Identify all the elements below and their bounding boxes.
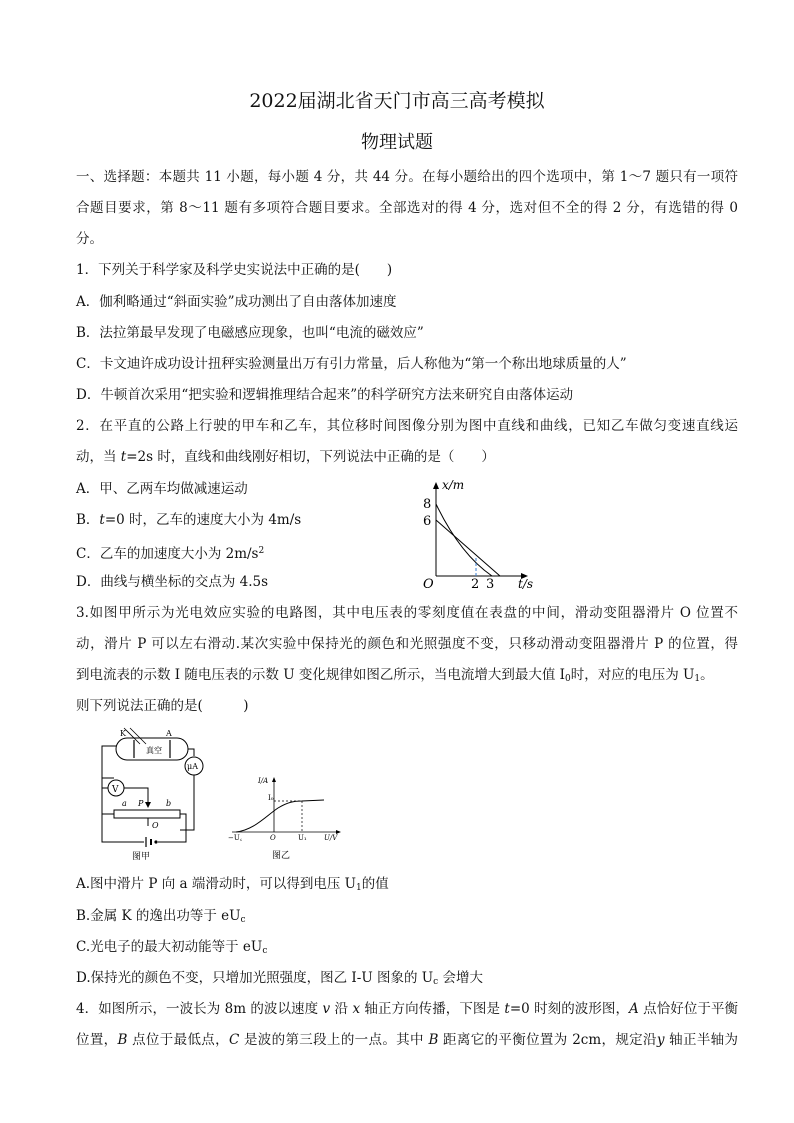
- exam-title: 2022届湖北省天门市高三高考模拟: [249, 90, 545, 112]
- voltmeter-label: V: [112, 785, 119, 795]
- q2-graph-origin: O: [423, 577, 434, 590]
- q3-stem-line-2: 动，滑片 P 可以左右滑动.某次实验中保持光的颜色和光照强度不变，只移动滑动变阻器滑片 P 的位置，得: [76, 636, 738, 652]
- q2-option-c: C．乙车的加速度大小为 $2m/s^2$: [76, 546, 265, 562]
- q2-option-d: D．曲线与横坐标的交点为 4.5s: [76, 574, 269, 590]
- q2-graph-y-tick-8: 8: [423, 497, 432, 512]
- section-instructions-line-2: 合题目要求，第 8～11 题有多项符合题目要求。全部选对的得 4 分，选对但不全的得 2 分，有选错的得 0: [76, 200, 738, 216]
- rheostat-label-o: O: [152, 821, 159, 830]
- q3-stem-line-3: 到电流表的示数 I 随电压表的示数 U 变化规律如图乙所示，当电流增大到最大值 $I_0$时，对应的电压为 $U_1$。: [76, 667, 714, 684]
- iu-graph-origin: O: [270, 834, 276, 842]
- rheostat-label-a: a: [122, 799, 127, 808]
- q3-option-b: B.金属 K 的逸出功等于 $eU_c$: [76, 908, 246, 925]
- iu-graph-u1-label: U₁: [298, 834, 307, 842]
- rheostat-label-b: b: [166, 799, 172, 808]
- switch-icon: [154, 840, 157, 843]
- rheostat: [114, 810, 180, 818]
- q2-stem-line-1: 2．在平直的公路上行驶的甲车和乙车，其位移时间图像分别为图中直线和曲线，已知乙车做匀变速直线运: [76, 418, 738, 434]
- q3-option-a: A.图中滑片 P 向 a 端滑动时，可以得到电压 $U_1$的值: [76, 876, 389, 893]
- section-instructions-line-3: 分。: [76, 231, 103, 247]
- q2-graph-x-label: t/s: [518, 577, 534, 590]
- figure-a-caption: 图甲: [132, 852, 151, 862]
- q1-option-c: C．卡文迪许成功设计扭秤实验测量出万有引力常量，后人称他为“第一个称出地球质量的人”: [76, 356, 627, 372]
- q3-stem-line-4: 则下列说法正确的是( ): [76, 698, 249, 714]
- q3-circuit-diagram: [94, 726, 214, 862]
- ammeter-label: μA: [187, 762, 198, 771]
- q2-graph-x-tick-3: 3: [486, 577, 495, 590]
- q3-option-c: C.光电子的最大初动能等于 $eU_c$: [76, 939, 268, 956]
- anode-label-a: A: [166, 729, 172, 738]
- q1-stem: 1．下列关于科学家及科学史实说法中正确的是( ): [76, 262, 393, 278]
- q3-iu-graph: [228, 774, 348, 864]
- q1-option-b: B．法拉第最早发现了电磁感应现象，也叫“电流的磁效应”: [76, 325, 424, 341]
- q2-position-time-graph: [420, 478, 540, 590]
- q2-stem-line-2: 动，当 t=2s 时，直线和曲线刚好相切，下列说法中正确的是（ ）: [76, 449, 495, 465]
- exam-subtitle: 物理试题: [361, 132, 433, 153]
- vacuum-label: 真空: [146, 746, 162, 755]
- section-instructions-line-1: 一、选择题：本题共 11 小题，每小题 4 分，共 44 分。在每小题给出的四个选项中，第 1～7 题只有一项符: [76, 169, 738, 185]
- iu-graph-uc-label: −U꜀: [228, 834, 243, 842]
- q3-option-d: D.保持光的颜色不变，只增加光照强度，图乙 I-U 图象的 $U_c$ 会增大: [76, 970, 483, 987]
- iu-graph-i0-label: I₀: [268, 794, 274, 802]
- q1-option-a: A．伽利略通过“斜面实验”成功测出了自由落体加速度: [76, 294, 397, 310]
- figure-b-caption: 图乙: [272, 851, 291, 861]
- q3-stem-line-1: 3.如图甲所示为光电效应实验的电路图，其中电压表的零刻度值在表盘的中间，滑动变阻器滑片 O 位置不: [76, 605, 738, 621]
- q2-graph-x-tick-2: 2: [471, 577, 480, 590]
- iu-graph-ylabel: I/A: [258, 777, 269, 785]
- rheostat-label-p: P: [138, 799, 144, 808]
- q2-graph-y-tick-6: 6: [423, 514, 432, 529]
- iu-graph-xlabel: U/V: [324, 834, 338, 842]
- cathode-label-k: K: [120, 729, 126, 738]
- q1-option-d: D．牛顿首次采用“把实验和逻辑推理结合起来”的科学研究方法来研究自由落体运动: [76, 387, 574, 403]
- q2-option-b: B．t=0 时，乙车的速度大小为 4m/s: [76, 512, 302, 528]
- q4-stem-line-1: 4．如图所示，一波长为 8m 的波以速度 v 沿 x 轴正方向传播，下图是 t=0 时刻的波形图，A 点恰好位于平衡: [76, 1001, 739, 1017]
- q2-graph-y-label: x/m: [442, 478, 465, 492]
- q4-stem-line-2: 位置，B 点位于最低点，C 是波的第三段上的一点。其中 B 距离它的平衡位置为 2cm，规定沿y 轴正半轴为: [76, 1032, 739, 1048]
- q2-option-a: A．甲、乙两车均做减速运动: [76, 481, 248, 497]
